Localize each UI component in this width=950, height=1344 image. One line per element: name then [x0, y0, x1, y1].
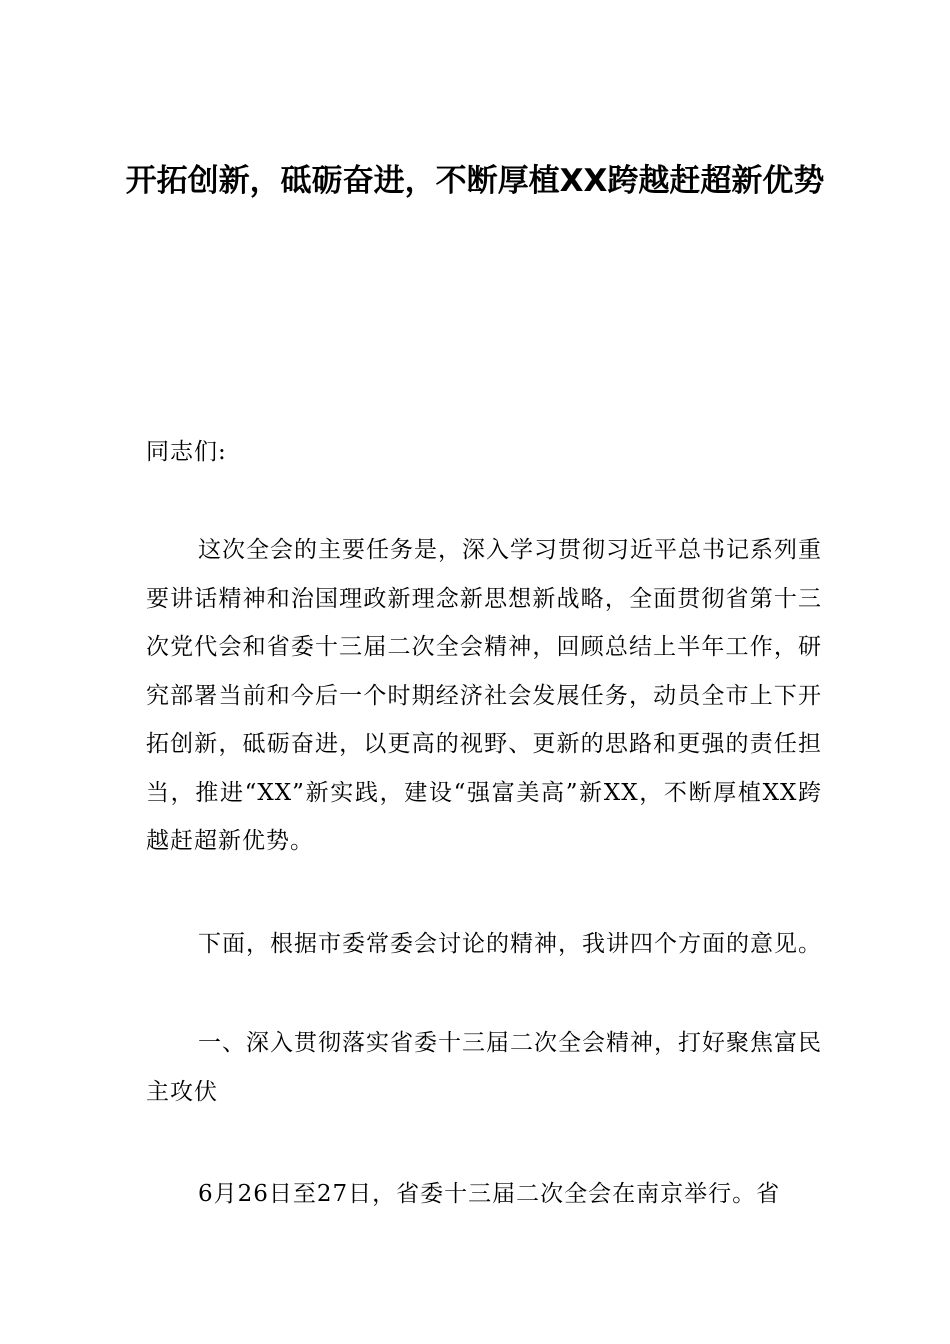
- paragraph-four-opinions: 下面，根据市委常委会讨论的精神，我讲四个方面的意见。: [198, 931, 822, 957]
- section-heading-one: 一、深入贯彻落实省委十三届二次全会精神，打好聚焦富民主攻伏: [146, 1030, 822, 1105]
- paragraph-plenary-session: 6月26日至27日，省委十三届二次全会在南京举行。省: [198, 1181, 781, 1207]
- paragraph-main-tasks: 这次全会的主要任务是，深入学习贯彻习近平总书记系列重要讲话精神和治国理政新理念新思想新战略，全面贯彻省第十三次党代会和省委十三届二次全会精神，回顾总结上半年工作，研究部署当前和今后一个时期经济社会发展任务，动员全市上下开拓创新，砥砺奋进，以更高的视野、更新的思路和更强的责任担当，推进“XX”新实践，建设“强富美高”新XX，不断厚植XX跨越赶超新优势。: [146, 537, 822, 854]
- salutation: 同志们:: [146, 439, 227, 465]
- document-title: 开拓创新，砥砺奋进，不断厚植XX跨越赶超新优势: [125, 163, 825, 199]
